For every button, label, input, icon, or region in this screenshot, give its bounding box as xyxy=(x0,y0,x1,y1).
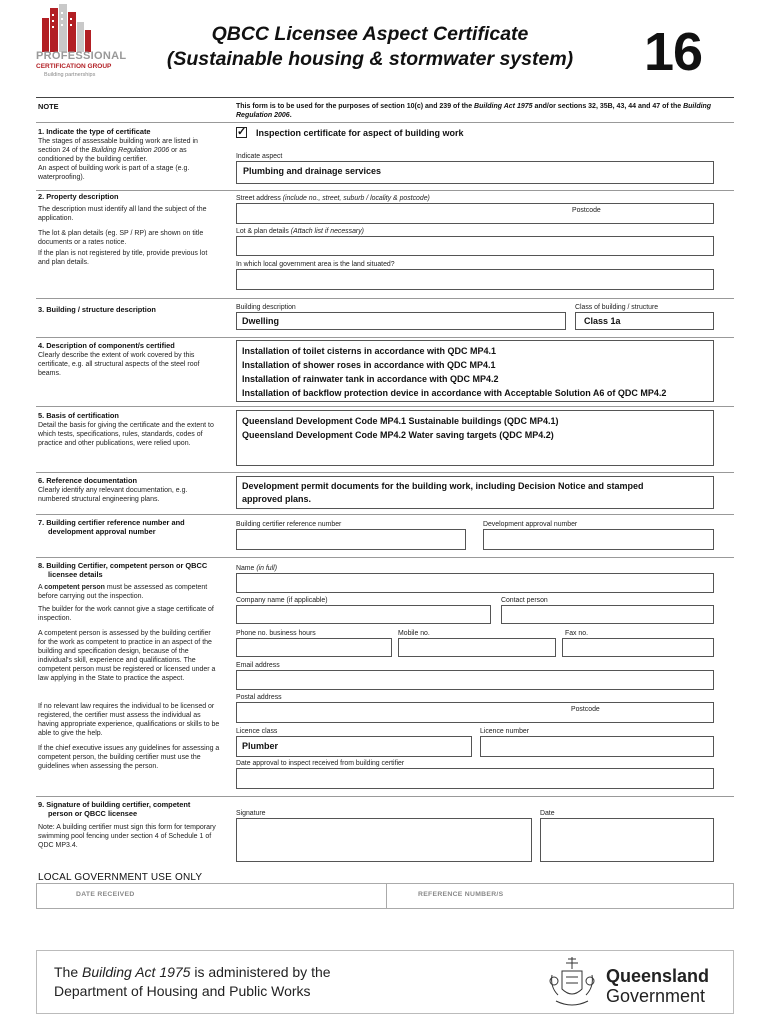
local-gov-box xyxy=(36,883,734,909)
name-hint: (in full) xyxy=(256,565,277,572)
company-field[interactable] xyxy=(236,605,491,624)
building-description-value: Dwelling xyxy=(242,316,280,326)
section-6-note: Clearly identify any relevant documentation, e.g. numbered structural engineering plans. xyxy=(38,487,188,503)
aspect-value: Plumbing and drainage services xyxy=(243,166,382,176)
divider xyxy=(36,406,734,407)
s1-note-c: or as conditioned by the building certifier. xyxy=(38,147,187,163)
footer-text xyxy=(54,963,331,1001)
lot-label-text: Lot & plan details xyxy=(236,228,289,235)
note-label: NOTE xyxy=(38,102,59,111)
basis-line-2: Queensland Development Code MP4.2 Water saving targets (QDC MP4.2) xyxy=(242,430,554,440)
section-4-title: 4. Description of component/s certified xyxy=(38,341,175,350)
fax-label: Fax no. xyxy=(565,630,588,637)
street-address-field[interactable] xyxy=(236,203,714,224)
section-8-note4: If no relevant law requires the individual to be licensed or registered, the certifier must assess the individual as having appropriate experience, qualifications or skills to be able to give the help. xyxy=(38,703,220,737)
s1-note-d: An aspect of building work is part of a stage (e.g. waterproofing). xyxy=(38,165,190,181)
local-gov-title: LOCAL GOVERNMENT USE ONLY xyxy=(38,872,203,883)
section-8-note5: If the chief executive issues any guidelines for assessing a competent person, the building certifier must use the guidelines when assessing the person. xyxy=(38,745,220,770)
section-8-note1 xyxy=(38,583,220,601)
postcode-label: Postcode xyxy=(572,207,601,214)
section-9-note: Note: A building certifier must sign this form for temporary swimming pool fencing under section 4 of Schedule 1 of QDC MP3.4. xyxy=(38,824,216,849)
section-8-note2: The builder for the work cannot give a stage certificate of inspection. xyxy=(38,606,214,622)
licence-number-label: Licence number xyxy=(480,728,530,735)
postal-label: Postal address xyxy=(236,694,282,701)
section-2-note2: The lot & plan details (eg. SP / RP) are shown on title documents or a rates notice. xyxy=(38,230,204,246)
section-2-title: 2. Property description xyxy=(38,192,119,201)
section-4-note: Clearly describe the extent of work covered by this certificate, e.g. all structural aspects of the steel roof beams. xyxy=(38,352,200,377)
page-title xyxy=(150,22,590,72)
s7-title-line1: 7. Building certifier reference number and xyxy=(38,518,185,527)
aspect-label: Indicate aspect xyxy=(236,153,283,160)
title-line2: (Sustainable housing & stormwater system) xyxy=(166,48,574,70)
mobile-field[interactable] xyxy=(398,638,556,657)
contact-label: Contact person xyxy=(501,597,548,604)
date-approval-field[interactable] xyxy=(236,768,714,789)
footer-line1-a: The xyxy=(54,964,83,980)
note-text-e: . xyxy=(289,112,292,119)
checkbox-label: Inspection certificate for aspect of building work xyxy=(256,128,464,138)
s8-title-line2: licensee details xyxy=(48,570,103,579)
queensland-government-wordmark xyxy=(606,966,709,1006)
s1-note-a: The stages of assessable building work are listed in section 24 of the xyxy=(38,138,198,154)
logo-line1: PROFESSIONAL xyxy=(36,50,127,62)
component-line-1: Installation of toilet cisterns in accordance with QDC MP4.1 xyxy=(242,346,497,356)
section-7-title xyxy=(38,518,218,536)
divider xyxy=(36,97,734,98)
note-text-d: Building Regulation 2006 xyxy=(236,103,712,119)
certifier-ref-field[interactable] xyxy=(236,529,466,550)
street-hint: (include no., street, suburb / locality & postcode) xyxy=(282,195,430,202)
divider xyxy=(36,298,734,299)
building-logo-icon xyxy=(36,4,106,54)
fax-field[interactable] xyxy=(562,638,714,657)
street-label xyxy=(236,194,430,203)
lot-label xyxy=(236,227,364,236)
phone-field[interactable] xyxy=(236,638,392,657)
street-label-text: Street address xyxy=(236,195,281,202)
mobile-label: Mobile no. xyxy=(398,630,430,637)
footer-line1-c: is administered by the xyxy=(190,964,331,980)
reference-numbers-label: REFERENCE NUMBER/S xyxy=(418,891,504,898)
certifier-ref-label: Building certifier reference number xyxy=(236,521,342,528)
qld-line2: Government xyxy=(606,986,706,1006)
basis-line-1: Queensland Development Code MP4.1 Sustainable buildings (QDC MP4.1) xyxy=(242,416,559,426)
building-description-field[interactable] xyxy=(236,312,566,330)
date-field[interactable] xyxy=(540,818,714,862)
licence-number-field[interactable] xyxy=(480,736,714,757)
s9-title-line2: person or QBCC licensee xyxy=(48,809,138,818)
s8-note1-a: A xyxy=(38,584,45,591)
section-9-title xyxy=(38,800,218,818)
s1-note-b: Building Regulation 2006 xyxy=(91,147,170,154)
divider xyxy=(36,796,734,797)
licence-class-label: Licence class xyxy=(236,728,278,735)
s7-title-line2: development approval number xyxy=(48,527,156,536)
note-text xyxy=(236,102,726,120)
lga-field[interactable] xyxy=(236,269,714,290)
divider xyxy=(36,472,734,473)
divider xyxy=(36,190,734,191)
postal-postcode-label: Postcode xyxy=(571,706,600,713)
class-label: Class of building / structure xyxy=(575,304,659,311)
dev-approval-field[interactable] xyxy=(483,529,714,550)
date-label: Date xyxy=(540,810,555,817)
component-line-4: Installation of backflow protection device in accordance with Acceptable Solution A6 of QDC MP4.2 xyxy=(242,388,667,398)
queensland-crest-icon xyxy=(546,955,598,1011)
dev-approval-label: Development approval number xyxy=(483,521,578,528)
signature-label: Signature xyxy=(236,810,266,817)
phone-label: Phone no. business hours xyxy=(236,630,316,637)
divider xyxy=(36,337,734,338)
divider xyxy=(36,514,734,515)
qld-line1: Queensland xyxy=(606,966,710,986)
section-1-title: 1. Indicate the type of certificate xyxy=(38,127,151,136)
section-5-note: Detail the basis for giving the certificate and the extent to which tests, specifications, rules, standards, codes of practice and other publications, were relied upon. xyxy=(38,422,214,447)
email-field[interactable] xyxy=(236,670,714,690)
s8-note1-c: must be assessed as competent before carrying out the inspection. xyxy=(38,584,208,600)
company-label: Company name (if applicable) xyxy=(236,597,328,604)
divider xyxy=(36,557,734,558)
s8-title-line1: 8. Building Certifier, competent person or QBCC xyxy=(38,561,208,570)
note-text-b: Building Act 1975 xyxy=(474,103,533,110)
section-2-note1: The description must identify all land the subject of the application. xyxy=(38,206,207,222)
name-field[interactable] xyxy=(236,573,714,593)
footer-line1-b: Building Act 1975 xyxy=(82,964,191,980)
local-gov-divider xyxy=(386,883,387,909)
contact-field[interactable] xyxy=(501,605,714,624)
postal-field[interactable] xyxy=(236,702,714,723)
note-text-c: and/or sections 32, 35B, 43, 44 and 47 of the xyxy=(532,103,684,110)
s9-title-line1: 9. Signature of building certifier, competent xyxy=(38,800,191,809)
component-line-3: Installation of rainwater tank in accordance with QDC MP4.2 xyxy=(242,374,499,384)
title-line1: QBCC Licensee Aspect Certificate xyxy=(211,23,529,45)
section-5-title: 5. Basis of certification xyxy=(38,411,119,420)
lot-hint: (Attach list if necessary) xyxy=(290,228,364,235)
date-approval-label: Date approval to inspect received from building certifier xyxy=(236,760,405,767)
lot-plan-field[interactable] xyxy=(236,236,714,256)
building-description-label: Building description xyxy=(236,304,296,311)
licence-class-value: Plumber xyxy=(242,741,279,751)
reference-line-2: approved plans. xyxy=(242,494,312,504)
email-label: Email address xyxy=(236,662,280,669)
section-3-title: 3. Building / structure description xyxy=(38,305,156,314)
name-label-text: Name xyxy=(236,565,255,572)
logo-line3: Building partnerships xyxy=(44,72,96,78)
section-1-note xyxy=(38,137,220,182)
form-number: 16 xyxy=(644,22,703,82)
logo-line2: CERTIFICATION GROUP xyxy=(36,63,112,70)
class-value: Class 1a xyxy=(584,316,621,326)
note-text-a: This form is to be used for the purposes of section 10(c) and 239 of the xyxy=(236,103,475,110)
name-label xyxy=(236,564,277,573)
date-received-label: DATE RECEIVED xyxy=(76,891,135,898)
lga-label: In which local government area is the land situated? xyxy=(236,261,395,268)
section-8-title xyxy=(38,561,218,579)
section-8-note3: A competent person is assessed by the building certifier for the work as competent to practice in an aspect of the building and specification design, because of the individual's skill, experience and qualifications. The competent person must be registered or licensed under a law applying in the State to practice the aspect. xyxy=(38,630,216,682)
s8-note1-b: competent person xyxy=(44,584,105,591)
reference-line-1: Development permit documents for the building work, including Decision Notice and stamped xyxy=(242,481,644,491)
component-line-2: Installation of shower roses in accordance with QDC MP4.1 xyxy=(242,360,496,370)
signature-field[interactable] xyxy=(236,818,532,862)
footer-line2: Department of Housing and Public Works xyxy=(54,983,311,999)
section-2-note3: If the plan is not registered by title, provide previous lot and plan details. xyxy=(38,250,208,266)
inspection-certificate-checkbox[interactable]: ✓ xyxy=(237,126,247,138)
divider xyxy=(36,122,734,123)
section-6-title: 6. Reference documentation xyxy=(38,476,137,485)
